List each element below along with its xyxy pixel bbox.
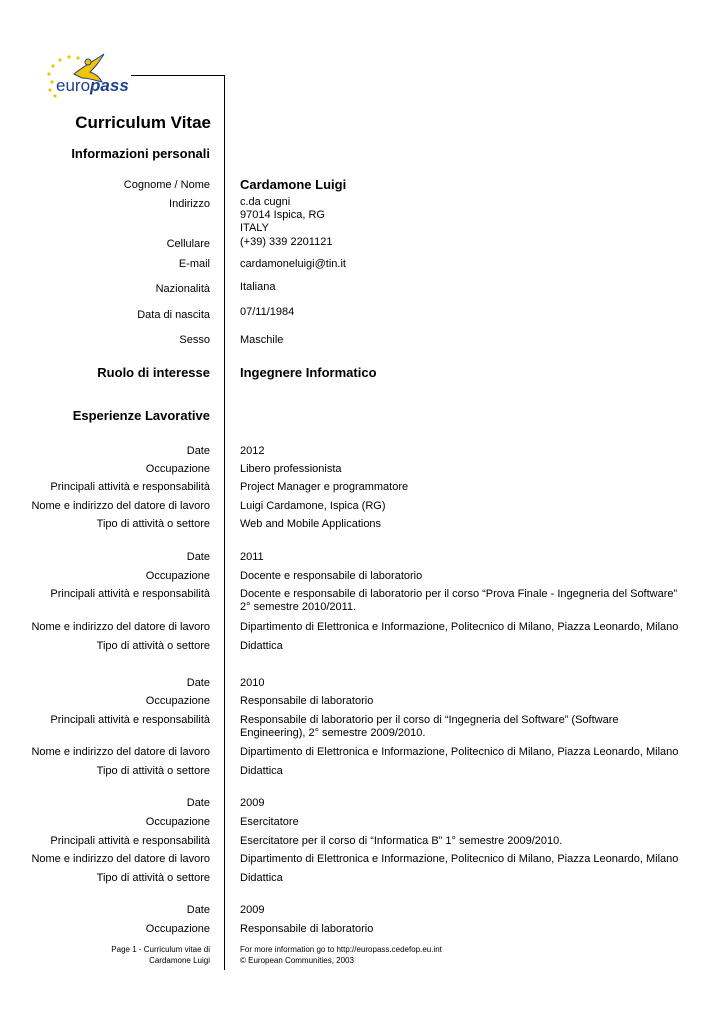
occupation-label: Occupazione [145, 463, 210, 475]
experience-employer: Dipartimento di Elettronica e Informazione, Politecnico di Milano, Piazza Leonardo, Milano [240, 746, 679, 758]
experience-occupation: Docente e responsabile di laboratorio [240, 570, 423, 582]
employer-label: Nome e indirizzo del datore di lavoro [31, 853, 210, 865]
footer-copyright: © European Communities, 2003 [240, 956, 354, 965]
document-title: Curriculum Vitae [75, 113, 211, 132]
name-label: Cognome / Nome [123, 179, 210, 191]
experience-date: 2011 [240, 551, 264, 563]
europass-logo [44, 52, 140, 104]
occupation-label: Occupazione [145, 816, 210, 828]
date-label: Date [186, 551, 210, 563]
employer-label: Nome e indirizzo del datore di lavoro [31, 500, 210, 512]
date-label: Date [186, 904, 210, 916]
footer-info-link: For more information go to http://europass.cedefop.eu.int [240, 945, 442, 954]
birthdate-label: Data di nascita [137, 309, 210, 321]
nationality-value: Italiana [240, 281, 276, 293]
header-rule [131, 75, 224, 76]
nationality-label: Nazionalità [155, 283, 210, 295]
section-work-experience: Esperienze Lavorative [72, 408, 210, 423]
activities-label: Principali attività e responsabilità [50, 588, 210, 600]
experience-employer: Dipartimento di Elettronica e Informazione, Politecnico di Milano, Piazza Leonardo, Milano [240, 853, 679, 865]
experience-employer: Dipartimento di Elettronica e Informazione, Politecnico di Milano, Piazza Leonardo, Milano [240, 621, 679, 633]
page-footer-left [111, 944, 210, 966]
email-label: E-mail [178, 258, 210, 270]
experience-date: 2009 [240, 797, 265, 809]
date-label: Date [186, 797, 210, 809]
experience-activities: Project Manager e programmatore [240, 481, 409, 493]
experience-sector: Didattica [240, 872, 283, 884]
address-label: Indirizzo [169, 198, 210, 210]
activities-label: Principali attività e responsabilità [50, 481, 210, 493]
experience-sector: Didattica [240, 765, 283, 777]
employer-label: Nome e indirizzo del datore di lavoro [31, 746, 210, 758]
experience-activities: Responsabile di laboratorio per il corso di “Ingegneria del Software” (Software Engineering), 2° semestre 2009/2010. [240, 714, 619, 739]
footer-owner-name: Cardamone Luigi [149, 956, 210, 965]
page-footer-right [240, 944, 442, 966]
sex-value: Maschile [240, 334, 284, 346]
email-value: cardamoneluigi@tin.it [240, 258, 346, 270]
footer-page-info: Page 1 - Curriculum vitae di [111, 945, 210, 954]
sex-label: Sesso [179, 334, 210, 346]
address-line: 97014 Ispica, RG [240, 209, 325, 221]
mobile-label: Cellulare [166, 238, 210, 250]
experience-occupation: Responsabile di laboratorio [240, 923, 374, 935]
experience-sector: Web and Mobile Applications [240, 518, 382, 530]
role-label: Ruolo di interesse [97, 365, 210, 380]
section-personal-info: Informazioni personali [71, 146, 210, 161]
name-value: Cardamone Luigi [240, 177, 347, 192]
column-divider [224, 75, 225, 970]
date-label: Date [186, 677, 210, 689]
experience-occupation: Libero professionista [240, 463, 342, 475]
address-line: ITALY [240, 222, 269, 234]
occupation-label: Occupazione [145, 923, 210, 935]
occupation-label: Occupazione [145, 695, 210, 707]
experience-sector: Didattica [240, 640, 283, 652]
experience-occupation: Esercitatore [240, 816, 299, 828]
sector-label: Tipo di attività o settore [96, 640, 210, 652]
experience-date: 2009 [240, 904, 265, 916]
activities-label: Principali attività e responsabilità [50, 835, 210, 847]
occupation-label: Occupazione [145, 570, 210, 582]
experience-date: 2010 [240, 677, 265, 689]
birthdate-value: 07/11/1984 [240, 306, 295, 318]
date-label: Date [186, 445, 210, 457]
address-line: c.da cugni [240, 196, 291, 208]
experience-activities: Docente e responsabile di laboratorio per il corso “Prova Finale - Ingegneria del Software” 2° semestre 2010/2011. [240, 588, 678, 613]
employer-label: Nome e indirizzo del datore di lavoro [31, 621, 210, 633]
experience-employer: Luigi Cardamone, Ispica (RG) [240, 500, 386, 512]
activities-label: Principali attività e responsabilità [50, 714, 210, 726]
sector-label: Tipo di attività o settore [96, 765, 210, 777]
europass-logo-text: europass [56, 76, 129, 95]
experience-activities: Esercitatore per il corso di “Informatica B” 1° semestre 2009/2010. [240, 835, 563, 847]
experience-occupation: Responsabile di laboratorio [240, 695, 374, 707]
sector-label: Tipo di attività o settore [96, 518, 210, 530]
mobile-value: (+39) 339 2201121 [240, 236, 333, 248]
role-value: Ingegnere Informatico [240, 365, 377, 380]
sector-label: Tipo di attività o settore [96, 872, 210, 884]
experience-date: 2012 [240, 445, 265, 457]
